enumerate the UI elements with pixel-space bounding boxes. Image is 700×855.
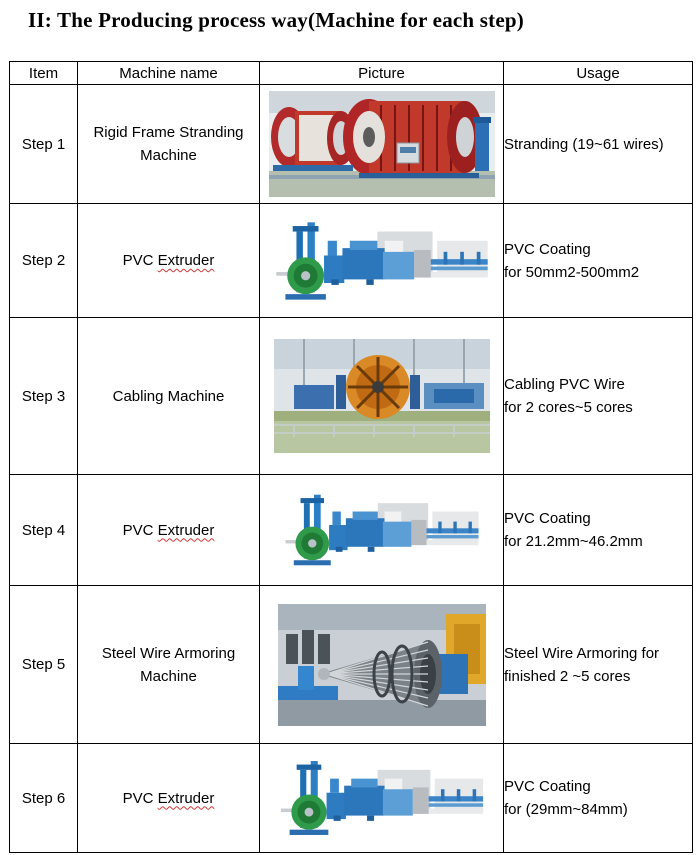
machine-name-line: Steel Wire Armoring	[101, 644, 236, 662]
pvc-extruder-line-photo	[275, 754, 489, 842]
machine-name-spellcheck-word: Extruder	[157, 789, 215, 807]
usage-cell	[504, 475, 693, 586]
page-title: II: The Producing process way(Machine for each step)	[28, 8, 524, 32]
step-label: Step 3	[10, 318, 78, 475]
machine-name-spellcheck-word: Extruder	[157, 521, 215, 539]
cabling-machine-photo	[274, 339, 490, 453]
picture-cell	[260, 744, 504, 853]
usage-line: PVC Coating	[504, 778, 591, 795]
picture-cell	[260, 204, 504, 318]
machine-name-prefix: PVC	[122, 521, 158, 539]
usage-cell	[504, 204, 693, 318]
table-row	[10, 318, 693, 475]
step-label: Step 4	[10, 475, 78, 586]
pvc-extruder-line-photo	[275, 488, 489, 572]
usage-cell	[504, 85, 693, 204]
usage-line: Cabling PVC Wire	[504, 376, 625, 393]
column-header-usage: Usage	[504, 62, 693, 85]
pvc-extruder-line-photo	[271, 215, 493, 307]
rigid-frame-stranding-machine-photo	[269, 91, 495, 197]
step-label: Step 6	[10, 744, 78, 853]
step-label: Step 1	[10, 85, 78, 204]
table-row	[10, 85, 693, 204]
machine-name	[78, 744, 260, 853]
usage-line: PVC Coating	[504, 240, 591, 258]
column-header-machine-name: Machine name	[78, 62, 260, 85]
steel-wire-armoring-machine-photo	[278, 604, 486, 726]
column-header-item: Item	[10, 62, 78, 85]
machine-name-prefix: PVC	[122, 789, 158, 807]
picture-cell	[260, 85, 504, 204]
step-label: Step 5	[10, 586, 78, 744]
machine-name	[78, 85, 260, 204]
machine-name-line: Rigid Frame Stranding	[93, 124, 244, 141]
process-table	[9, 61, 693, 853]
usage-line: for 50mm2-500mm2	[504, 263, 640, 281]
table-row	[10, 744, 693, 853]
usage-line: for (29mm~84mm)	[504, 801, 628, 818]
usage-line: PVC Coating	[504, 510, 591, 527]
table-header-row	[10, 62, 693, 85]
picture-cell	[260, 475, 504, 586]
machine-name: Cabling Machine	[78, 318, 260, 475]
machine-name-line: Machine	[140, 667, 197, 685]
machine-name	[78, 204, 260, 318]
usage-cell	[504, 318, 693, 475]
step-label: Step 2	[10, 204, 78, 318]
table-row	[10, 475, 693, 586]
machine-name-spellcheck-word: Extruder	[157, 252, 215, 269]
usage-line: finished 2 ~5 cores	[504, 667, 631, 685]
usage-cell	[504, 586, 693, 744]
machine-name	[78, 475, 260, 586]
column-header-picture: Picture	[260, 62, 504, 85]
usage-line: Steel Wire Armoring for	[504, 644, 660, 662]
usage-line: Stranding (19~61 wires)	[504, 135, 664, 153]
usage-cell	[504, 744, 693, 853]
machine-name	[78, 586, 260, 744]
machine-name-line: Machine	[140, 147, 197, 164]
usage-line: for 21.2mm~46.2mm	[504, 533, 643, 550]
table-row	[10, 586, 693, 744]
machine-name-prefix: PVC	[122, 252, 158, 269]
usage-line: for 2 cores~5 cores	[504, 399, 633, 416]
table-row	[10, 204, 693, 318]
picture-cell	[260, 318, 504, 475]
picture-cell	[260, 586, 504, 744]
